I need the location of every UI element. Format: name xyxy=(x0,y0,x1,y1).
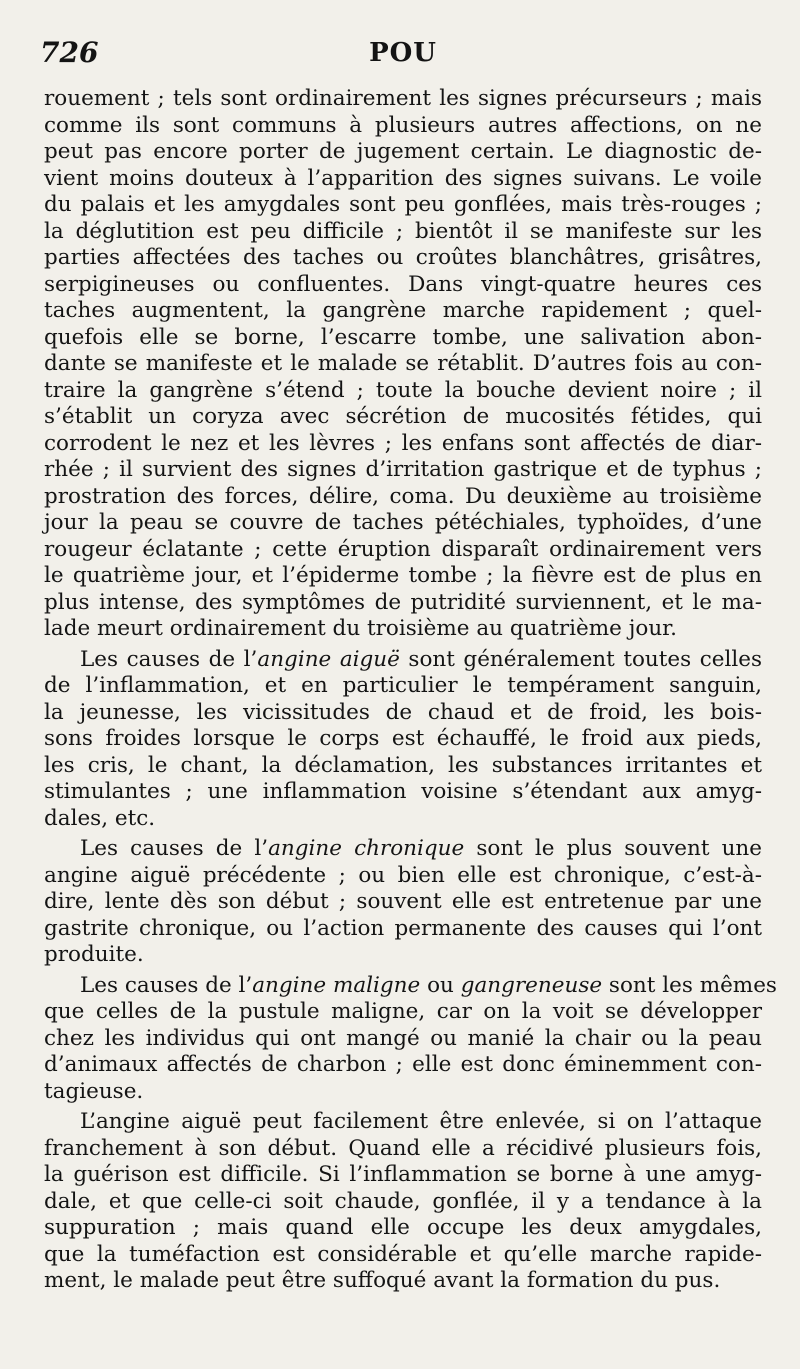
text-line xyxy=(44,1189,762,1216)
text-segment: parties affectées des taches ou croûtes blanchâtres, grisâtres, xyxy=(44,245,762,270)
text-segment: dales, etc. xyxy=(44,805,156,831)
text-segment: produite. xyxy=(44,942,144,967)
text-line xyxy=(44,563,762,590)
text-line xyxy=(44,113,762,140)
text-line xyxy=(44,700,762,727)
text-segment: du palais et les amygdales sont peu gonflées, mais très-rouges ; xyxy=(44,192,762,217)
text-segment: la guérison est difficile. Si l’inflammation se borne à une amyg- xyxy=(44,1162,762,1187)
text-line xyxy=(44,484,762,511)
paragraph xyxy=(44,86,762,643)
italic-term: angine aiguë xyxy=(257,646,400,672)
text-line xyxy=(44,616,762,643)
text-line xyxy=(44,972,777,1000)
text-line xyxy=(44,139,762,166)
italic-term: gangreneuse xyxy=(460,972,603,998)
text-segment: Les causes de l’ xyxy=(80,836,269,861)
text-segment: prostration des forces, délire, coma. Du deuxième au troisième xyxy=(44,483,762,509)
text-segment: de l’inflammation, et en particulier le tempérament sanguin, xyxy=(44,673,762,698)
paragraph xyxy=(44,647,762,833)
text-segment: L’angine aiguë peut facilement être enlevée, si on l’attaque xyxy=(80,1109,762,1134)
text-segment: quefois elle se borne, l’escarre tombe, une salivation abon- xyxy=(44,324,762,350)
text-line xyxy=(44,457,762,484)
text-line xyxy=(44,298,762,325)
text-segment: sont les mêmes xyxy=(602,972,777,998)
text-line xyxy=(44,1052,762,1079)
text-segment: plus intense, des symptômes de putridité surviennent, et le ma- xyxy=(44,589,762,615)
text-segment: la jeunesse, les vicissitudes de chaud et de froid, les bois- xyxy=(44,699,762,725)
text-segment: dale, et que celle-ci soit chaude, gonflée, il y a tendance à la xyxy=(44,1188,762,1214)
text-line xyxy=(44,889,762,916)
text-line xyxy=(44,166,762,193)
text-line xyxy=(44,272,762,299)
text-segment: Les causes de l’ xyxy=(80,972,253,998)
text-line xyxy=(44,999,762,1026)
text-line xyxy=(44,726,762,753)
text-line xyxy=(44,1109,762,1136)
text-line xyxy=(44,806,762,833)
text-segment: comme ils sont communs à plusieurs autres affections, on ne xyxy=(44,112,762,138)
text-segment: suppuration ; mais quand elle occupe les deux amygdales, xyxy=(44,1215,762,1240)
text-segment: la déglutition est peu difficile ; bientôt il se manifeste sur les xyxy=(44,218,762,244)
text-segment: Les causes de l’ xyxy=(80,646,258,672)
text-segment: rougeur éclatante ; cette éruption disparaît ordinairement vers xyxy=(44,536,762,562)
text-segment: stimulantes ; une inflammation voisine s’étendant aux amyg- xyxy=(44,779,762,804)
text-line xyxy=(44,404,762,431)
running-head xyxy=(40,34,762,86)
text-line xyxy=(44,1079,762,1106)
text-segment: sont généralement toutes celles xyxy=(399,646,762,672)
text-segment: traire la gangrène s’étend ; toute la bouche devient noire ; il xyxy=(44,377,762,403)
text-line xyxy=(44,86,762,113)
text-line xyxy=(44,219,762,246)
text-line xyxy=(44,351,762,378)
text-line xyxy=(44,673,762,700)
text-line xyxy=(44,192,762,219)
paragraph xyxy=(44,1109,762,1295)
text-line xyxy=(44,245,762,272)
paragraph xyxy=(44,836,762,969)
text-segment: corrodent le nez et les lèvres ; les enfans sont affectés de diar- xyxy=(44,430,762,456)
text-line xyxy=(44,1136,762,1163)
text-line xyxy=(44,647,762,674)
text-line xyxy=(44,590,762,617)
text-line xyxy=(44,378,762,405)
text-line xyxy=(44,1026,762,1053)
text-line xyxy=(44,863,762,890)
text-line xyxy=(44,942,762,969)
text-segment: tagieuse. xyxy=(44,1078,144,1104)
text-segment: angine aiguë précédente ; ou bien elle est chronique, c’est-à- xyxy=(44,862,762,888)
text-segment: que celles de la pustule maligne, car on la voit se développer xyxy=(44,999,762,1024)
text-line xyxy=(44,1242,762,1269)
text-segment: ou xyxy=(420,972,461,998)
text-line xyxy=(44,431,762,458)
text-segment: sons froides lorsque le corps est échauffé, le froid aux pieds, xyxy=(44,726,762,751)
text-line xyxy=(44,1162,762,1189)
text-segment: rhée ; il survient des signes d’irritation gastrique et de typhus ; xyxy=(44,457,762,482)
text-line xyxy=(44,325,762,352)
text-segment: jour la peau se couvre de taches pétéchiales, typhoïdes, d’une xyxy=(44,510,762,535)
text-segment: peut pas encore porter de jugement certain. Le diagnostic de- xyxy=(44,139,762,164)
italic-term: angine chronique xyxy=(268,836,465,861)
paragraph xyxy=(44,972,777,1106)
text-segment: vient moins douteux à l’apparition des signes suivans. Le voile xyxy=(44,165,762,191)
text-segment: serpigineuses ou confluentes. Dans vingt-quatre heures ces xyxy=(44,271,762,297)
text-line xyxy=(44,836,762,863)
text-line xyxy=(44,753,762,780)
text-segment: lade meurt ordinairement du troisième au quatrième jour. xyxy=(44,616,677,641)
text-segment: dante se manifeste et le malade se rétablit. D’autres fois au con- xyxy=(44,351,762,376)
italic-term: angine maligne xyxy=(252,972,421,998)
text-segment: rouement ; tels sont ordinairement les signes précurseurs ; mais xyxy=(44,86,762,111)
running-title: POU xyxy=(369,38,437,68)
text-line xyxy=(44,1268,762,1295)
text-segment: d’animaux affectés de charbon ; elle est donc éminemment con- xyxy=(44,1052,762,1077)
text-line xyxy=(44,779,762,806)
text-segment: s’établit un coryza avec sécrétion de mucosités fétides, qui xyxy=(44,404,762,429)
page-number: 726 xyxy=(40,36,99,69)
text-segment: sont le plus souvent une xyxy=(464,836,762,861)
body-text xyxy=(44,86,777,1295)
text-segment: gastrite chronique, ou l’action permanente des causes qui l’ont xyxy=(44,915,762,941)
text-segment: que la tuméfaction est considérable et qu’elle marche rapide- xyxy=(44,1241,762,1267)
text-segment: les cris, le chant, la déclamation, les substances irritantes et xyxy=(44,752,762,778)
text-segment: franchement à son début. Quand elle a récidivé plusieurs fois, xyxy=(44,1135,762,1161)
text-segment: chez les individus qui ont mangé ou manié la chair ou la peau xyxy=(44,1025,762,1051)
text-segment: ment, le malade peut être suffoqué avant la formation du pus. xyxy=(44,1268,721,1293)
text-line xyxy=(44,916,762,943)
text-segment: dire, lente dès son début ; souvent elle est entretenue par une xyxy=(44,889,762,914)
text-segment: le quatrième jour, et l’épiderme tombe ; la fièvre est de plus en xyxy=(44,563,762,588)
text-line xyxy=(44,1215,762,1242)
text-line xyxy=(44,510,762,537)
text-segment: taches augmentent, la gangrène marche rapidement ; quel- xyxy=(44,298,762,323)
text-line xyxy=(44,537,762,564)
